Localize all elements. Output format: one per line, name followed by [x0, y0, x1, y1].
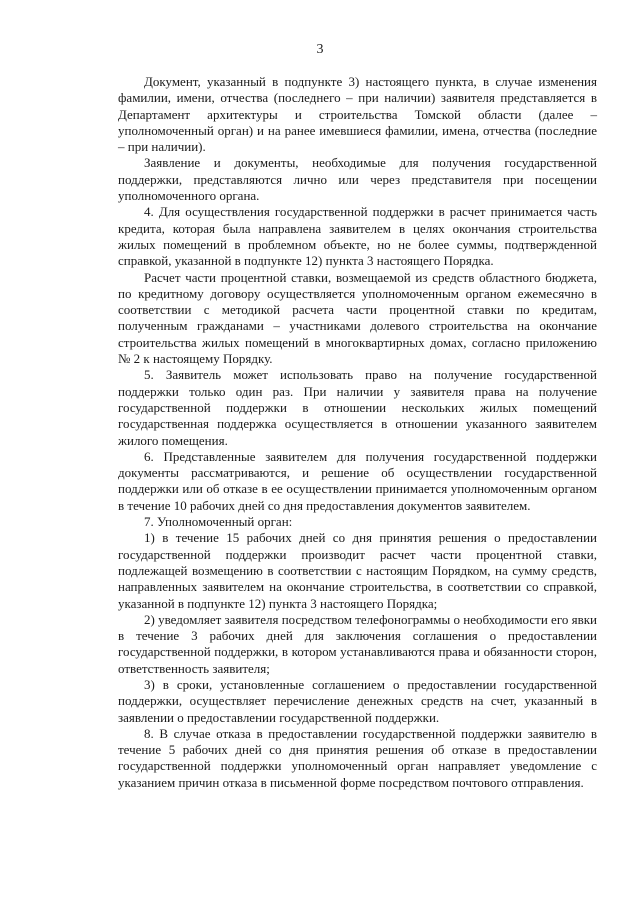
- page-number: 3: [316, 42, 324, 57]
- paragraph: 1) в течение 15 рабочих дней со дня принятия решения о предоставлении государственной поддержки производит расчет части процентной ставки, подлежащей возмещению в соответствии с настоящим Порядком, на сумму средств, направленных заявителем на окончание строительства, в соответствии со справкой, указанной в подпункте 12) пункта 3 настоящего Порядка;: [118, 530, 597, 611]
- paragraph: 8. В случае отказа в предоставлении государственной поддержки заявителю в течение 5 рабочих дней со дня принятия решения об отказе в предоставлении государственной поддержки уполномоченный орган направляет уведомление с указанием причин отказа в письменной форме посредством почтового отправления.: [118, 725, 597, 790]
- paragraph: 3) в сроки, установленные соглашением о предоставлении государственной поддержки, осуществляет перечисление денежных средств на счет, указанный в заявлении о предоставлении государственной поддержки.: [118, 676, 597, 725]
- paragraph: 5. Заявитель может использовать право на получение государственной поддержки только один раз. При наличии у заявителя права на получение государственной поддержки в отношении нескольких жилых помещений государственная поддержка осуществляется в отношении указанного заявителем жилого помещения.: [118, 367, 597, 448]
- paragraph: Документ, указанный в подпункте 3) настоящего пункта, в случае изменения фамилии, имени, отчества (последнего – при наличии) заявителя представляется в Департамент архитектуры и строительства Томской области (далее – уполномоченный орган) и на ранее имевшиеся фамилии, имена, отчества (последние – при наличии).: [118, 74, 597, 155]
- paragraph: 2) уведомляет заявителя посредством телефонограммы о необходимости его явки в течение 3 рабочих дней для заключения соглашения о предоставлении государственной поддержки, в котором устанавливаются права и обязанности сторон, ответственность заявителя;: [118, 611, 597, 676]
- paragraph: 6. Представленные заявителем для получения государственной поддержки документы рассматриваются, и решение об осуществлении государственной поддержки или об отказе в ее осуществлении принимается уполномоченным органом в течение 10 рабочих дней со дня предоставления документов заявителем.: [118, 448, 597, 513]
- document-body: [118, 74, 597, 791]
- paragraph: 4. Для осуществления государственной поддержки в расчет принимается часть кредита, которая была направлена заявителем в целях окончания строительства жилых помещений в проблемном объекте, но не более суммы, подтвержденной справкой, указанной в подпункте 12) пункта 3 настоящего Порядка.: [118, 204, 597, 269]
- paragraph: Расчет части процентной ставки, возмещаемой из средств областного бюджета, по кредитному договору осуществляется уполномоченным органом ежемесячно в соответствии с методикой расчета части процентной ставки по кредитам, полученным гражданами – участниками долевого строительства на окончание строительства жилых помещений в многоквартирных домах, согласно приложению № 2 к настоящему Порядку.: [118, 269, 597, 367]
- paragraph: Заявление и документы, необходимые для получения государственной поддержки, представляются лично или через представителя при посещении уполномоченного органа.: [118, 155, 597, 204]
- paragraph: 7. Уполномоченный орган:: [144, 514, 293, 530]
